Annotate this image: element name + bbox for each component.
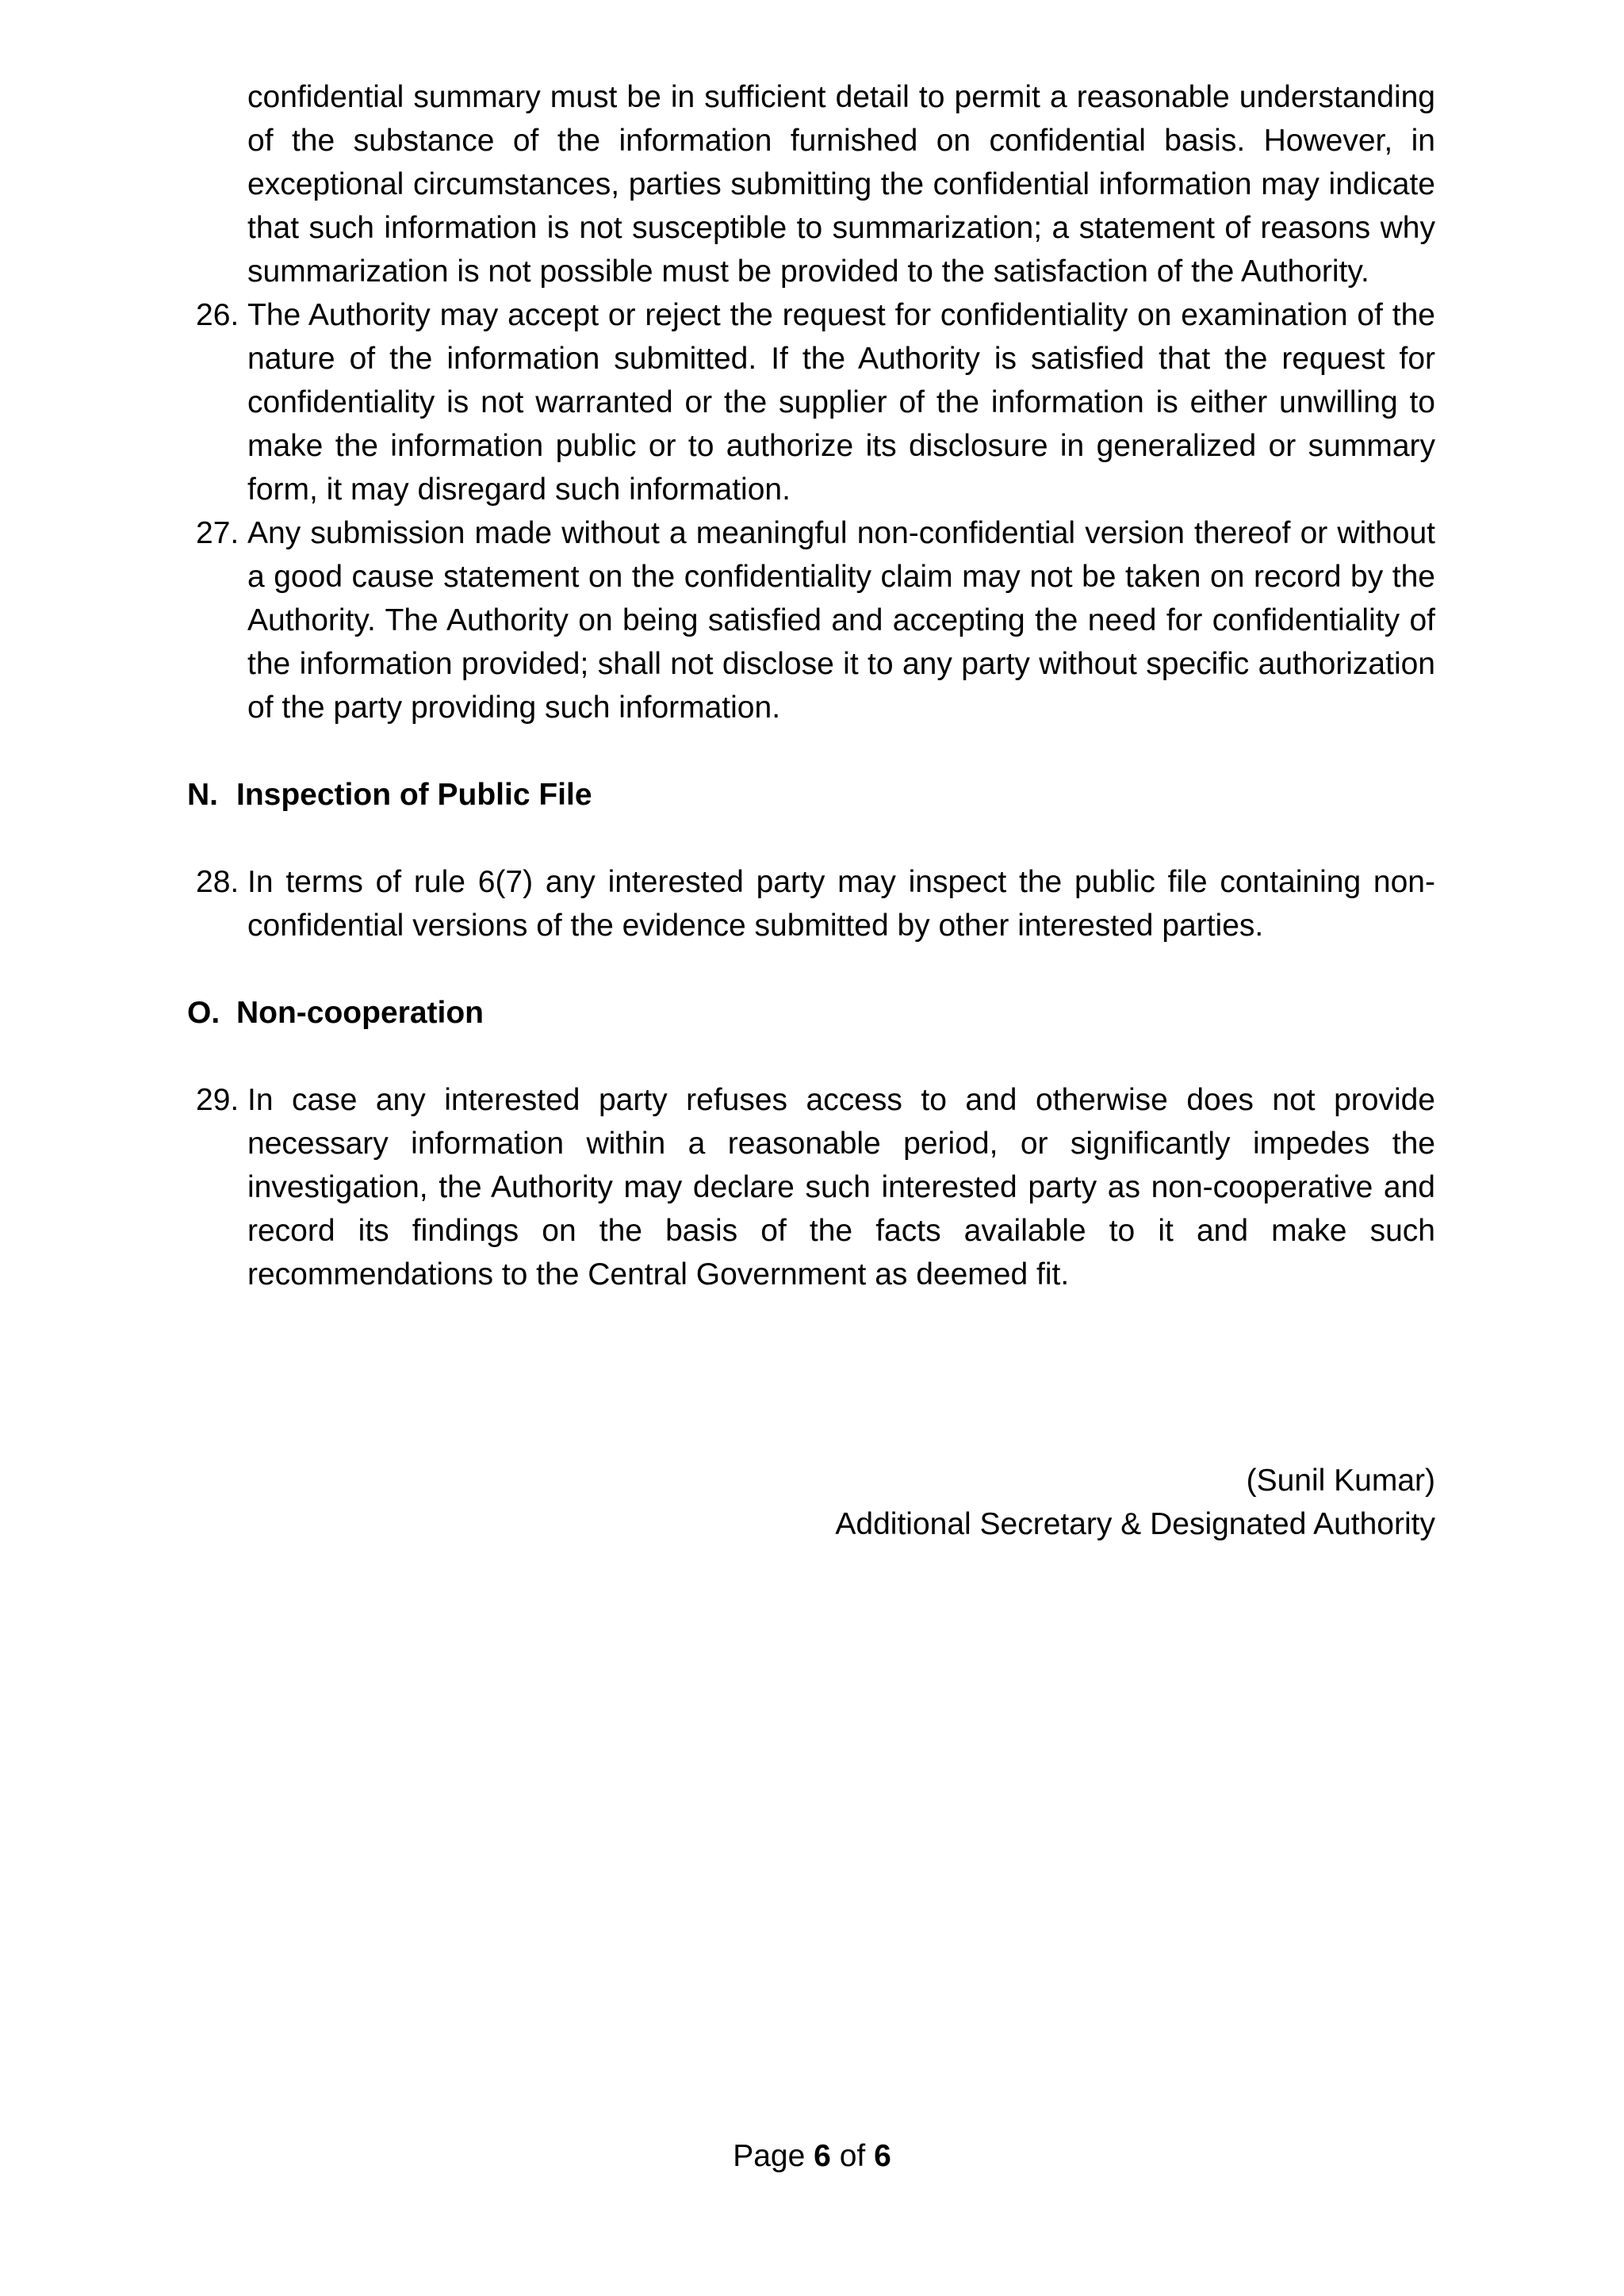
numbered-item-28 xyxy=(187,860,1435,947)
item-text: In terms of rule 6(7) any interested party may inspect the public file containing non-confidential versions of the evidence submitted by other interested parties. xyxy=(247,865,1435,943)
continued-paragraph: confidential summary must be in sufficient detail to permit a reasonable understanding of the substance of the information furnished on confidential basis. However, in exceptional circumstances, parties submitting the confidential information may indicate that such information is not susceptible to summarization; a statement of reasons why summarization is not possible must be provided to the satisfaction of the Authority. xyxy=(247,80,1435,289)
item-number: 26. xyxy=(196,298,239,332)
page-label: Page xyxy=(733,2139,806,2173)
numbered-item-26 xyxy=(187,293,1435,511)
document-body xyxy=(187,75,1435,1296)
signature-block xyxy=(835,1459,1435,1546)
signatory-name: (Sunil Kumar) xyxy=(1246,1464,1435,1498)
section-heading-o xyxy=(187,991,1435,1035)
total-pages-number: 6 xyxy=(874,2139,891,2173)
section-letter: O. xyxy=(187,996,220,1030)
signatory-designation: Additional Secretary & Designated Authority xyxy=(835,1507,1435,1541)
item-text: The Authority may accept or reject the request for confidentiality on examination of the nature of the information submitted. If the Authority is satisfied that the request for confidentiality is not warranted or the supplier of the information is either unwilling to make the information public or to authorize its disclosure in generalized or summary form, it may disregard such information. xyxy=(247,298,1435,507)
item-number: 29. xyxy=(196,1083,239,1117)
numbered-item-29 xyxy=(187,1078,1435,1296)
numbered-item-27 xyxy=(187,511,1435,729)
section-letter: N. xyxy=(187,778,218,812)
item-text: Any submission made without a meaningful non-confidential version thereof or without a good cause statement on the confidentiality claim may not be taken on record by the Authority. The Authority on being satisfied and accepting the need for confidentiality of the information provided; shall not disclose it to any party without specific authorization of the party providing such information. xyxy=(247,516,1435,725)
item-number: 28. xyxy=(196,865,239,899)
section-heading-n xyxy=(187,773,1435,817)
current-page-number: 6 xyxy=(814,2139,831,2173)
item-number: 27. xyxy=(196,516,239,550)
page-footer xyxy=(0,2134,1624,2178)
item-text: In case any interested party refuses access to and otherwise does not provide necessary information within a reasonable period, or significantly impedes the investigation, the Authority may declare such interested party as non-cooperative and record its findings on the basis of the facts available to it and make such recommendations to the Central Government as deemed fit. xyxy=(247,1083,1435,1292)
section-title: Non-cooperation xyxy=(236,996,484,1030)
page-of-label: of xyxy=(839,2139,866,2173)
section-title: Inspection of Public File xyxy=(236,778,592,812)
